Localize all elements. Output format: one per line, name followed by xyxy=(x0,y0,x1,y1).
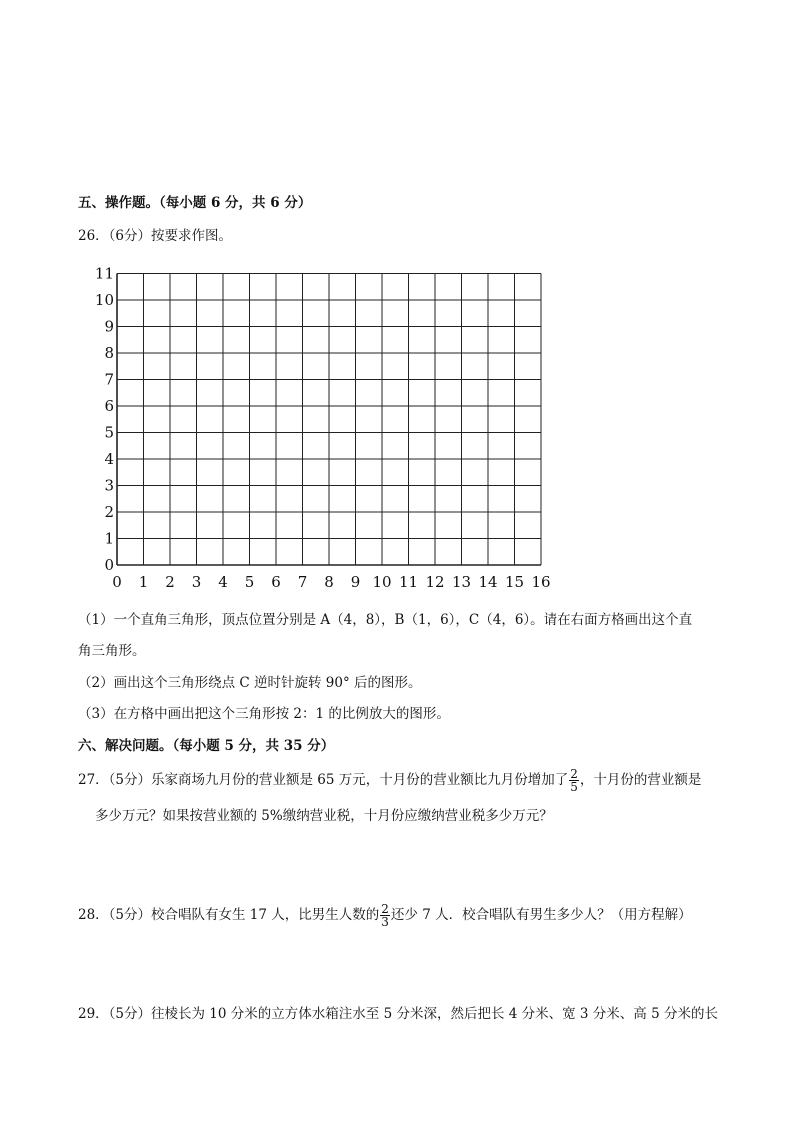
x-tick-label: 1 xyxy=(138,573,149,591)
q27-text-b: ，十月份的营业额是 xyxy=(579,772,702,788)
x-tick-label: 3 xyxy=(191,573,202,591)
x-tick-label: 2 xyxy=(165,573,175,591)
q28-frac-num: 2 xyxy=(381,902,389,916)
y-tick-label: 8 xyxy=(104,344,114,362)
q27-line1 xyxy=(78,768,701,793)
x-tick-label: 15 xyxy=(504,573,525,591)
y-tick-label: 6 xyxy=(104,397,114,415)
y-tick-label: 11 xyxy=(94,264,114,283)
q26-sub2: （2）画出这个三角形绕点 C 逆时针旋转 90° 后的图形。 xyxy=(78,675,422,691)
q27-frac-den: 5 xyxy=(570,780,578,794)
q28-text-a: 28．（5分）校合唱队有女生 17 人，比男生人数的 xyxy=(78,907,380,923)
q28-frac-den: 3 xyxy=(381,915,389,929)
y-tick-label: 7 xyxy=(104,370,114,389)
q28-line xyxy=(78,903,692,928)
x-tick-label: 13 xyxy=(451,573,472,591)
q27-frac-num: 2 xyxy=(570,767,578,781)
x-tick-label: 7 xyxy=(297,573,308,591)
q26-stem: 26．（6分）按要求作图。 xyxy=(78,228,233,244)
q28-text-b: 还少 7 人．校合唱队有男生多少人？（用方程解） xyxy=(390,907,692,923)
q26-sub1-line1: （1）一个直角三角形，顶点位置分别是 A（4，8），B（1，6），C（4，6）。请在右面方格画出这个直 xyxy=(78,612,693,628)
x-tick-label: 8 xyxy=(324,573,334,591)
y-tick-label: 1 xyxy=(104,529,114,548)
q26-sub1-line2: 角三角形。 xyxy=(78,643,146,659)
x-tick-label: 9 xyxy=(350,573,361,591)
x-tick-label: 16 xyxy=(531,573,551,591)
x-tick-label: 10 xyxy=(372,573,392,591)
y-tick-label: 9 xyxy=(104,317,114,336)
y-tick-label: 0 xyxy=(104,556,114,574)
section5-heading: 五、操作题。（每小题 6 分，共 6 分） xyxy=(78,195,312,211)
x-tick-label: 4 xyxy=(218,573,228,591)
q27-fraction xyxy=(569,768,579,793)
q27-text-a: 27．（5分）乐家商场九月份的营业额是 65 万元，十月份的营业额比九月份增加了 xyxy=(78,772,569,788)
q29-line: 29．（5分）往棱长为 10 分米的立方体水箱注水至 5 分米深，然后把长 4 分米、宽 3 分米、高 5 分米的长 xyxy=(78,1006,718,1022)
q28-fraction xyxy=(380,903,390,928)
y-tick-label: 10 xyxy=(94,291,114,309)
coordinate-grid xyxy=(85,255,565,595)
x-tick-label: 6 xyxy=(271,573,281,591)
x-tick-label: 0 xyxy=(112,573,122,591)
y-tick-label: 3 xyxy=(104,476,114,495)
x-tick-label: 11 xyxy=(398,573,419,591)
x-tick-label: 12 xyxy=(425,573,445,591)
section6-heading: 六、解决问题。（每小题 5 分，共 35 分） xyxy=(78,738,335,754)
y-tick-label: 5 xyxy=(104,423,114,442)
x-tick-label: 14 xyxy=(478,573,498,591)
q26-sub3: （3）在方格中画出把这个三角形按 2：1 的比例放大的图形。 xyxy=(78,706,450,722)
y-tick-label: 4 xyxy=(104,450,114,468)
x-tick-label: 5 xyxy=(244,573,255,591)
y-tick-label: 2 xyxy=(104,503,114,521)
q27-line2: 多少万元？如果按营业额的 5%缴纳营业税，十月份应缴纳营业税多少万元？ xyxy=(95,808,553,824)
